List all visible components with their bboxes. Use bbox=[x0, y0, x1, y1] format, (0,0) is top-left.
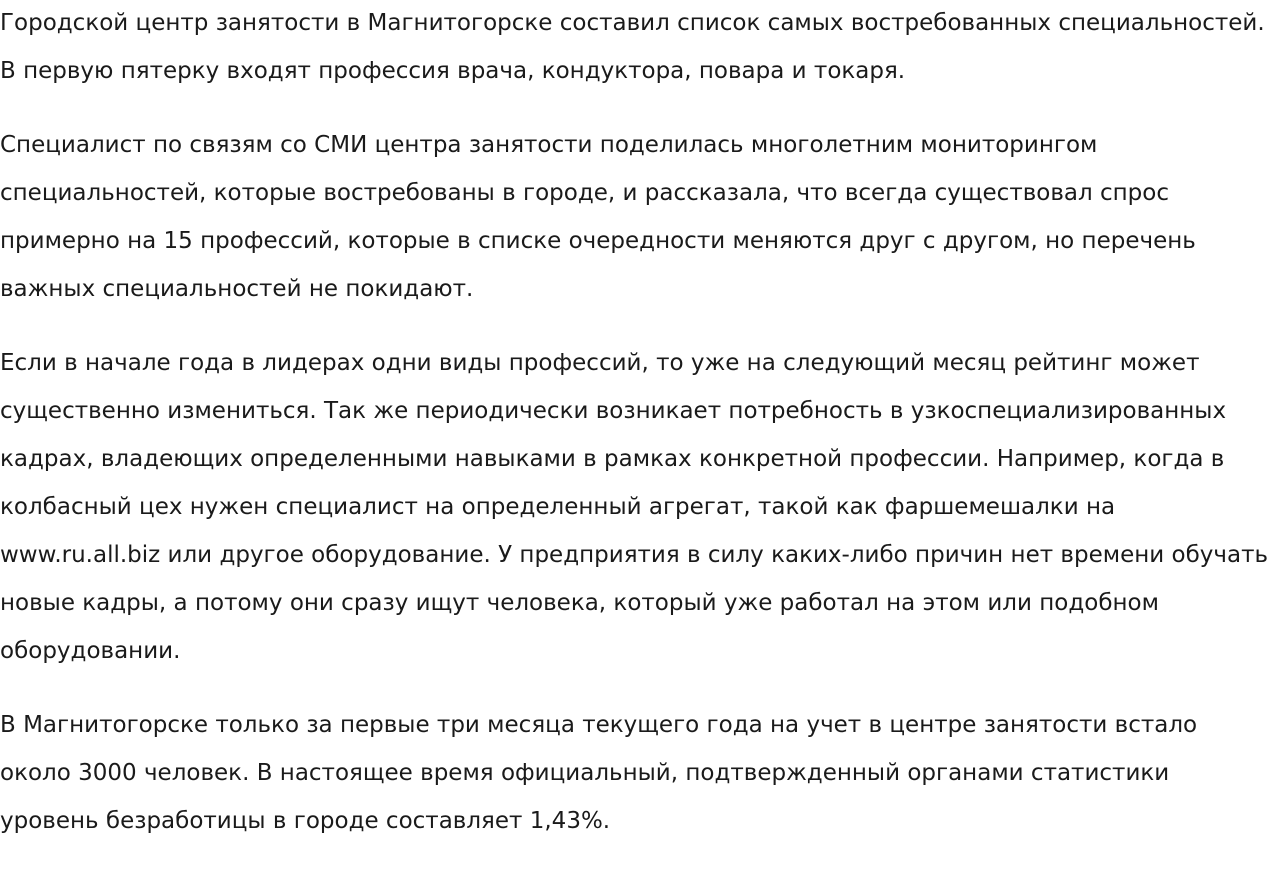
paragraph-2: Специалист по связям со СМИ центра занятости поделилась многолетним мониторингом специальностей, которые востребованы в городе, и рассказала, что всегда существовал спрос примерно на 15 профессий, которые в списке очередности меняются друг с другом, но перечень важных специальностей не покидают. bbox=[0, 132, 1196, 302]
paragraph-3: Если в начале года в лидерах одни виды профессий, то уже на следующий месяц рейтинг может существенно измениться. Так же периодически возникает потребность в узкоспециализированных кадрах, владеющих определенными навыками в рамках конкретной профессии. Например, когда в колбасный цех нужен специалист на определенный агрегат, такой как фаршемешалки на www.ru.all.biz или другое оборудование. У предприятия в силу каких-либо причин нет времени обучать новые кадры, а потому они сразу ищут человека, который уже работал на этом или подобном оборудовании. bbox=[0, 350, 1269, 664]
paragraph-1: Городской центр занятости в Магнитогорске составил список самых востребованных специальностей. В первую пятерку входят профессия врача, кондуктора, повара и токаря. bbox=[0, 10, 1265, 84]
paragraph-4: В Магнитогорске только за первые три месяца текущего года на учет в центре занятости встало около 3000 человек. В настоящее время официальный, подтвержденный органами статистики уровень безработицы в городе составляет 1,43%. bbox=[0, 712, 1198, 834]
